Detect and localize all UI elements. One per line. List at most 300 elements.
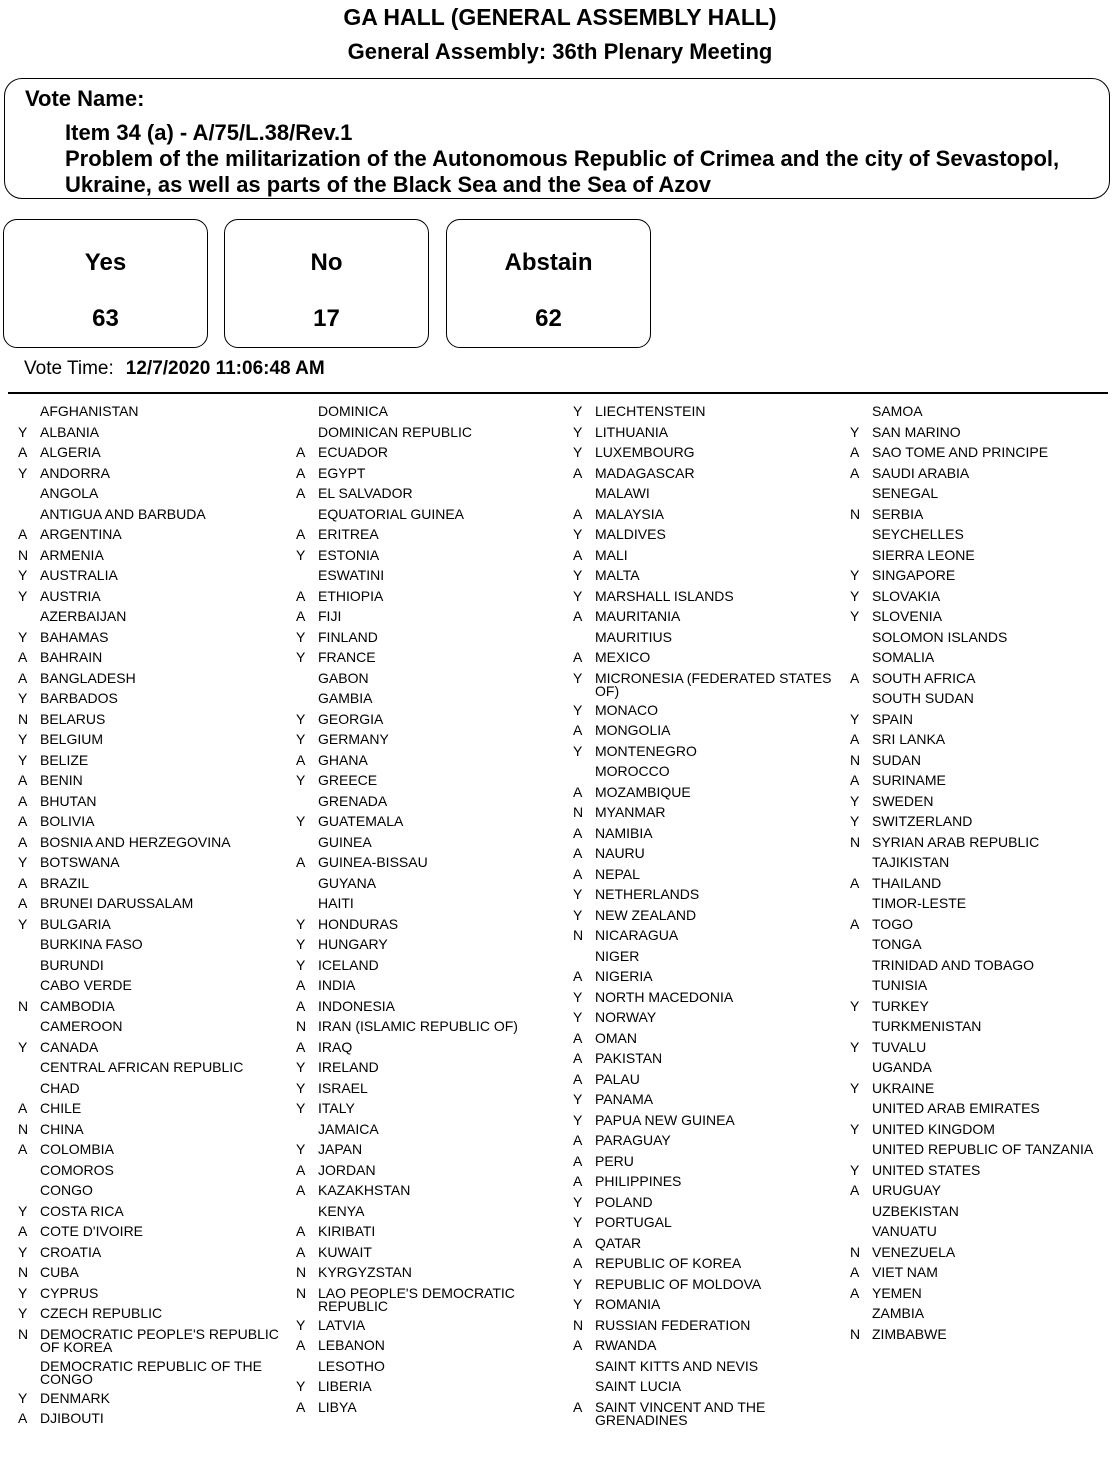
country-row: [296, 792, 574, 816]
country-row: [850, 792, 1120, 816]
country-name: ANGOLA: [40, 485, 99, 501]
country-name: SEYCHELLES: [872, 526, 964, 542]
country-name: GABON: [318, 669, 369, 686]
vote-mark: Y: [18, 731, 28, 747]
country-row: [296, 815, 574, 836]
country-name: AFGHANISTAN: [40, 403, 139, 419]
country-name: LITHUANIA: [595, 423, 669, 440]
vote-mark: N: [296, 1284, 307, 1301]
country-name: GUINEA-BISSAU: [318, 854, 428, 870]
yes-total-box: [3, 219, 208, 348]
country-row: [850, 938, 1120, 959]
country-row: [296, 874, 574, 898]
vote-mark: N: [18, 1120, 29, 1137]
country-row: [573, 1339, 851, 1360]
vote-mark: A: [573, 1029, 583, 1046]
abstain-count: 62: [535, 305, 562, 332]
vote-mark: N: [18, 997, 29, 1014]
country-row: [296, 1061, 574, 1082]
vote-mark: Y: [573, 1111, 583, 1128]
vote-mark: Y: [18, 464, 28, 481]
country-row: [18, 1079, 296, 1103]
country-name: PANAMA: [595, 1091, 654, 1107]
vote-mark: N: [850, 1243, 861, 1260]
country-row: [573, 669, 851, 704]
country-name: KENYA: [318, 1202, 365, 1219]
country-row: [296, 669, 574, 693]
vote-mark: A: [296, 1038, 306, 1055]
vote-name-label: Vote Name:: [25, 86, 145, 111]
country-name: ICELAND: [318, 956, 379, 973]
vote-mark: A: [296, 1161, 306, 1178]
country-name: TUNISIA: [872, 977, 928, 993]
country-row: [573, 1093, 851, 1114]
country-name: TRINIDAD AND TOBAGO: [872, 956, 1035, 973]
vote-mark: A: [296, 751, 306, 768]
vote-mark: A: [850, 1264, 860, 1280]
country-name: DOMINICAN REPUBLIC: [318, 423, 473, 440]
country-name: YEMEN: [872, 1284, 922, 1301]
vote-mark: Y: [850, 792, 860, 809]
country-row: [850, 1243, 1120, 1267]
country-name: ARGENTINA: [40, 526, 122, 542]
country-row: [573, 1070, 851, 1094]
vote-mark: N: [18, 1264, 29, 1280]
country-name: ARMENIA: [40, 546, 104, 563]
country-name: FRANCE: [318, 649, 376, 665]
vote-mark: A: [573, 824, 583, 841]
vote-mark: N: [573, 1316, 584, 1333]
country-row: [850, 833, 1120, 857]
vote-mark: Y: [296, 956, 306, 973]
country-name: FINLAND: [318, 628, 378, 645]
country-name: MYANMAR: [595, 804, 666, 820]
country-name: AUSTRALIA: [40, 567, 118, 583]
country-name: CZECH REPUBLIC: [40, 1305, 163, 1321]
vote-mark: N: [18, 710, 29, 727]
country-row: [573, 569, 851, 590]
vote-mark: N: [296, 1264, 307, 1280]
vote-mark: A: [296, 464, 306, 481]
country-name: ESWATINI: [318, 567, 385, 583]
country-name: UGANDA: [872, 1059, 932, 1075]
country-name: UNITED KINGDOM: [872, 1120, 995, 1137]
vote-mark: Y: [573, 1193, 583, 1210]
country-name: KAZAKHSTAN: [318, 1182, 411, 1198]
country-row: [18, 446, 296, 467]
country-name: COSTA RICA: [40, 1202, 124, 1219]
country-row: [850, 733, 1120, 754]
country-name: TOGO: [872, 915, 913, 932]
vote-mark: Y: [573, 742, 583, 759]
country-row: [850, 610, 1120, 631]
vote-mark: Y: [573, 1275, 583, 1292]
vote-mark: Y: [850, 1120, 860, 1137]
country-name: ROMANIA: [595, 1296, 661, 1312]
country-name: LAO PEOPLE'S DEMOCRATIC REPUBLIC: [318, 1284, 515, 1314]
country-row: [573, 464, 851, 488]
country-name: MALAWI: [595, 485, 650, 501]
vote-mark: A: [18, 1410, 28, 1426]
vote-mark: A: [296, 1223, 306, 1239]
country-row: [573, 724, 851, 745]
country-name: FIJI: [318, 608, 342, 624]
country-row: [573, 1175, 851, 1196]
country-row: [850, 528, 1120, 549]
vote-mark: Y: [573, 403, 583, 419]
country-row: [573, 783, 851, 807]
country-row: [18, 1412, 296, 1433]
country-name: CABO VERDE: [40, 977, 132, 993]
vote-mark: A: [850, 1182, 860, 1198]
vote-mark: Y: [296, 936, 306, 952]
vote-mark: A: [850, 915, 860, 932]
vote-mark: A: [296, 1337, 306, 1353]
vote-mark: A: [296, 854, 306, 870]
country-row: [296, 733, 574, 754]
country-name: UNITED REPUBLIC OF TANZANIA: [872, 1141, 1094, 1157]
country-name: MALI: [595, 546, 628, 563]
country-row: [296, 692, 574, 713]
country-name: SAN MARINO: [872, 423, 961, 440]
country-row: [850, 692, 1120, 713]
country-name: BHUTAN: [40, 792, 97, 809]
country-row: [18, 1225, 296, 1246]
vote-mark: Y: [18, 1243, 28, 1260]
country-row: [850, 464, 1120, 488]
country-name: PAKISTAN: [595, 1050, 663, 1066]
country-row: [296, 956, 574, 980]
country-row: [850, 1161, 1120, 1185]
vote-mark: Y: [850, 608, 860, 624]
country-row: [18, 1102, 296, 1123]
country-row: [18, 1389, 296, 1413]
vote-mark: Y: [18, 1389, 28, 1406]
vote-mark: A: [573, 722, 583, 738]
country-name: REPUBLIC OF KOREA: [595, 1255, 742, 1271]
country-row: [573, 806, 851, 827]
vote-mark: Y: [18, 1202, 28, 1219]
vote-mark: Y: [18, 751, 28, 768]
country-name: SIERRA LEONE: [872, 546, 975, 563]
country-row: [850, 956, 1120, 980]
country-name: NICARAGUA: [595, 927, 679, 943]
country-column-1: [18, 405, 296, 1433]
vote-name-box: [4, 78, 1110, 199]
vote-mark: A: [573, 1070, 583, 1087]
divider: [8, 392, 1108, 394]
country-row: [573, 1011, 851, 1032]
vote-mark: A: [296, 485, 306, 501]
country-name: PERU: [595, 1152, 634, 1169]
country-row: [850, 1184, 1120, 1205]
country-row: [18, 1120, 296, 1144]
country-name: NORWAY: [595, 1009, 657, 1025]
vote-time-value: 12/7/2020 11:06:48 AM: [125, 358, 325, 379]
country-name: BARBADOS: [40, 690, 118, 706]
country-name: BURKINA FASO: [40, 936, 143, 952]
country-row: [850, 405, 1120, 426]
country-name: ALBANIA: [40, 423, 100, 440]
country-row: [573, 405, 851, 426]
country-row: [850, 710, 1120, 734]
country-name: GUYANA: [318, 874, 377, 891]
country-row: [850, 774, 1120, 795]
country-row: [573, 970, 851, 991]
country-name: UNITED ARAB EMIRATES: [872, 1100, 1040, 1116]
country-row: [18, 1020, 296, 1041]
vote-mark: Y: [296, 731, 306, 747]
country-row: [573, 906, 851, 930]
country-name: GRENADA: [318, 792, 388, 809]
country-name: INDIA: [318, 977, 356, 993]
country-name: CANADA: [40, 1038, 99, 1055]
vote-mark: Y: [573, 988, 583, 1005]
country-row: [850, 1038, 1120, 1062]
vote-mark: A: [573, 1132, 583, 1148]
country-row: [296, 833, 574, 857]
country-row: [573, 1398, 851, 1433]
vote-mark: A: [296, 977, 306, 993]
vote-mark: A: [850, 444, 860, 460]
vote-mark: Y: [850, 587, 860, 604]
vote-mark: Y: [573, 701, 583, 718]
country-row: [850, 1102, 1120, 1123]
country-name: SOUTH SUDAN: [872, 690, 974, 706]
vote-mark: Y: [850, 1161, 860, 1178]
country-row: [296, 1266, 574, 1287]
country-name: HAITI: [318, 895, 354, 911]
vote-mark: Y: [296, 1378, 306, 1394]
country-name: NIGERIA: [595, 968, 653, 984]
country-row: [850, 1266, 1120, 1287]
country-name: JAPAN: [318, 1141, 363, 1157]
vote-mark: Y: [573, 1214, 583, 1230]
meeting-title: General Assembly: 36th Plenary Meeting: [347, 39, 773, 64]
vote-mark: A: [18, 792, 28, 809]
vote-mark: A: [573, 546, 583, 563]
country-row: [850, 1079, 1120, 1103]
country-name: NIGER: [595, 947, 640, 964]
country-name: KIRIBATI: [318, 1223, 376, 1239]
vote-mark: Y: [573, 567, 583, 583]
country-name: VENEZUELA: [872, 1243, 956, 1260]
country-row: [296, 897, 574, 918]
vote-mark: A: [296, 444, 306, 460]
vote-mark: Y: [573, 886, 583, 902]
country-row: [296, 1339, 574, 1360]
country-name: ECUADOR: [318, 444, 389, 460]
country-row: [573, 1134, 851, 1155]
country-row: [18, 710, 296, 734]
country-name: TONGA: [872, 936, 922, 952]
country-row: [296, 546, 574, 570]
country-name: GUINEA: [318, 833, 372, 850]
country-row: [296, 528, 574, 549]
vote-item: Item 34 (a) - A/75/L.38/Rev.1: [65, 120, 353, 145]
vote-mark: Y: [18, 915, 28, 932]
country-name: ITALY: [318, 1100, 355, 1116]
country-name: SWEDEN: [872, 792, 934, 809]
vote-mark: A: [850, 1284, 860, 1301]
country-name: SINGAPORE: [872, 567, 956, 583]
vote-mark: Y: [296, 546, 306, 563]
vote-description: Problem of the militarization of the Autonomous Republic of Crimea and the city of Sevastopol, Ukraine, as well as parts of the Black Sea and the Sea of Azov: [65, 146, 1060, 197]
country-name: GERMANY: [318, 731, 389, 747]
country-row: [850, 897, 1120, 918]
country-name: MALTA: [595, 567, 640, 583]
country-name: ZAMBIA: [872, 1305, 925, 1321]
country-name: SAINT KITTS AND NEVIS: [595, 1357, 759, 1374]
country-row: [296, 938, 574, 959]
country-name: QATAR: [595, 1234, 642, 1251]
country-row: [850, 1061, 1120, 1082]
vote-mark: A: [573, 464, 583, 481]
vote-mark: N: [850, 1325, 861, 1342]
country-name: BOLIVIA: [40, 813, 95, 829]
country-row: [850, 487, 1120, 508]
country-name: LESOTHO: [318, 1357, 385, 1374]
country-name: COMOROS: [40, 1161, 114, 1178]
country-name: BENIN: [40, 772, 83, 788]
country-row: [296, 1380, 574, 1401]
country-column-3: [573, 405, 851, 1433]
country-name: MALAYSIA: [595, 505, 664, 522]
country-row: [573, 1193, 851, 1217]
country-row: [296, 1161, 574, 1185]
country-row: [573, 1234, 851, 1258]
vote-mark: Y: [573, 587, 583, 604]
country-name: TURKMENISTAN: [872, 1018, 982, 1034]
country-row: [296, 1102, 574, 1123]
country-row: [296, 856, 574, 877]
country-name: VIET NAM: [872, 1264, 938, 1280]
country-name: ALGERIA: [40, 444, 101, 460]
country-row: [850, 997, 1120, 1021]
country-row: [18, 528, 296, 549]
country-row: [18, 774, 296, 795]
vote-mark: Y: [850, 997, 860, 1014]
country-name: LIBYA: [318, 1398, 357, 1415]
country-name: SAMOA: [872, 403, 923, 419]
country-name: SUDAN: [872, 751, 922, 768]
vote-mark: A: [573, 968, 583, 984]
country-row: [18, 956, 296, 980]
country-row: [296, 1357, 574, 1381]
country-row: [18, 669, 296, 693]
vote-mark: A: [573, 1255, 583, 1271]
country-row: [296, 1225, 574, 1246]
country-row: [18, 874, 296, 898]
country-name: MICRONESIA (FEDERATED STATES OF): [595, 669, 832, 699]
country-name: HUNGARY: [318, 936, 388, 952]
country-row: [850, 505, 1120, 529]
country-row: [850, 1325, 1120, 1349]
vote-time: [24, 357, 325, 381]
country-row: [573, 847, 851, 868]
country-name: UNITED STATES: [872, 1161, 981, 1178]
country-name: MALDIVES: [595, 526, 666, 542]
country-name: DENMARK: [40, 1389, 111, 1406]
country-name: PARAGUAY: [595, 1132, 671, 1148]
country-name: SOUTH AFRICA: [872, 669, 976, 686]
country-row: [850, 1284, 1120, 1308]
country-name: AZERBAIJAN: [40, 608, 127, 624]
country-name: PALAU: [595, 1070, 640, 1087]
country-row: [850, 546, 1120, 570]
vote-mark: N: [850, 833, 861, 850]
country-row: [18, 423, 296, 447]
country-name: SENEGAL: [872, 485, 939, 501]
country-name: ISRAEL: [318, 1079, 368, 1096]
yes-count: 63: [92, 305, 119, 332]
vote-mark: A: [296, 1182, 306, 1198]
country-name: BRUNEI DARUSSALAM: [40, 895, 194, 911]
country-row: [573, 446, 851, 467]
country-name: PAPUA NEW GUINEA: [595, 1111, 735, 1128]
country-name: LIBERIA: [318, 1378, 372, 1394]
country-row: [850, 815, 1120, 836]
country-name: LIECHTENSTEIN: [595, 403, 706, 419]
country-row: [18, 751, 296, 775]
vote-mark: N: [573, 804, 584, 820]
vote-mark: A: [18, 526, 28, 542]
country-row: [850, 587, 1120, 611]
country-row: [573, 1029, 851, 1053]
country-name: JORDAN: [318, 1161, 376, 1178]
country-name: SOLOMON ISLANDS: [872, 628, 1008, 645]
country-name: CENTRAL AFRICAN REPUBLIC: [40, 1059, 244, 1075]
country-name: ERITREA: [318, 526, 379, 542]
country-row: [573, 742, 851, 766]
vote-mark: A: [573, 845, 583, 861]
country-row: [18, 546, 296, 570]
country-row: [573, 701, 851, 725]
country-name: IRAQ: [318, 1038, 353, 1055]
country-row: [18, 1184, 296, 1205]
vote-mark: Y: [296, 649, 306, 665]
country-row: [573, 487, 851, 508]
country-row: [296, 1079, 574, 1103]
no-total-box: [224, 219, 429, 348]
country-name: EQUATORIAL GUINEA: [318, 505, 464, 522]
vote-mark: Y: [296, 1100, 306, 1116]
country-row: [573, 988, 851, 1012]
vote-mark: A: [18, 669, 28, 686]
vote-mark: A: [18, 444, 28, 460]
country-name: JAMAICA: [318, 1120, 379, 1137]
vote-mark: Y: [296, 1079, 306, 1096]
country-name: BELARUS: [40, 710, 106, 727]
country-row: [18, 1161, 296, 1185]
vote-mark: Y: [18, 587, 28, 604]
country-name: ESTONIA: [318, 546, 380, 563]
country-name: NAMIBIA: [595, 824, 653, 841]
country-row: [573, 1216, 851, 1237]
vote-mark: A: [850, 464, 860, 481]
vote-mark: Y: [18, 1305, 28, 1321]
vote-mark: N: [18, 1325, 29, 1342]
country-row: [18, 1061, 296, 1082]
country-name: TUVALU: [872, 1038, 927, 1055]
vote-mark: N: [850, 505, 861, 522]
country-name: MONTENEGRO: [595, 742, 697, 759]
country-name: ETHIOPIA: [318, 587, 384, 604]
country-row: [573, 587, 851, 611]
country-row: [18, 1357, 296, 1392]
country-name: UKRAINE: [872, 1079, 935, 1096]
vote-mark: Y: [296, 1316, 306, 1333]
